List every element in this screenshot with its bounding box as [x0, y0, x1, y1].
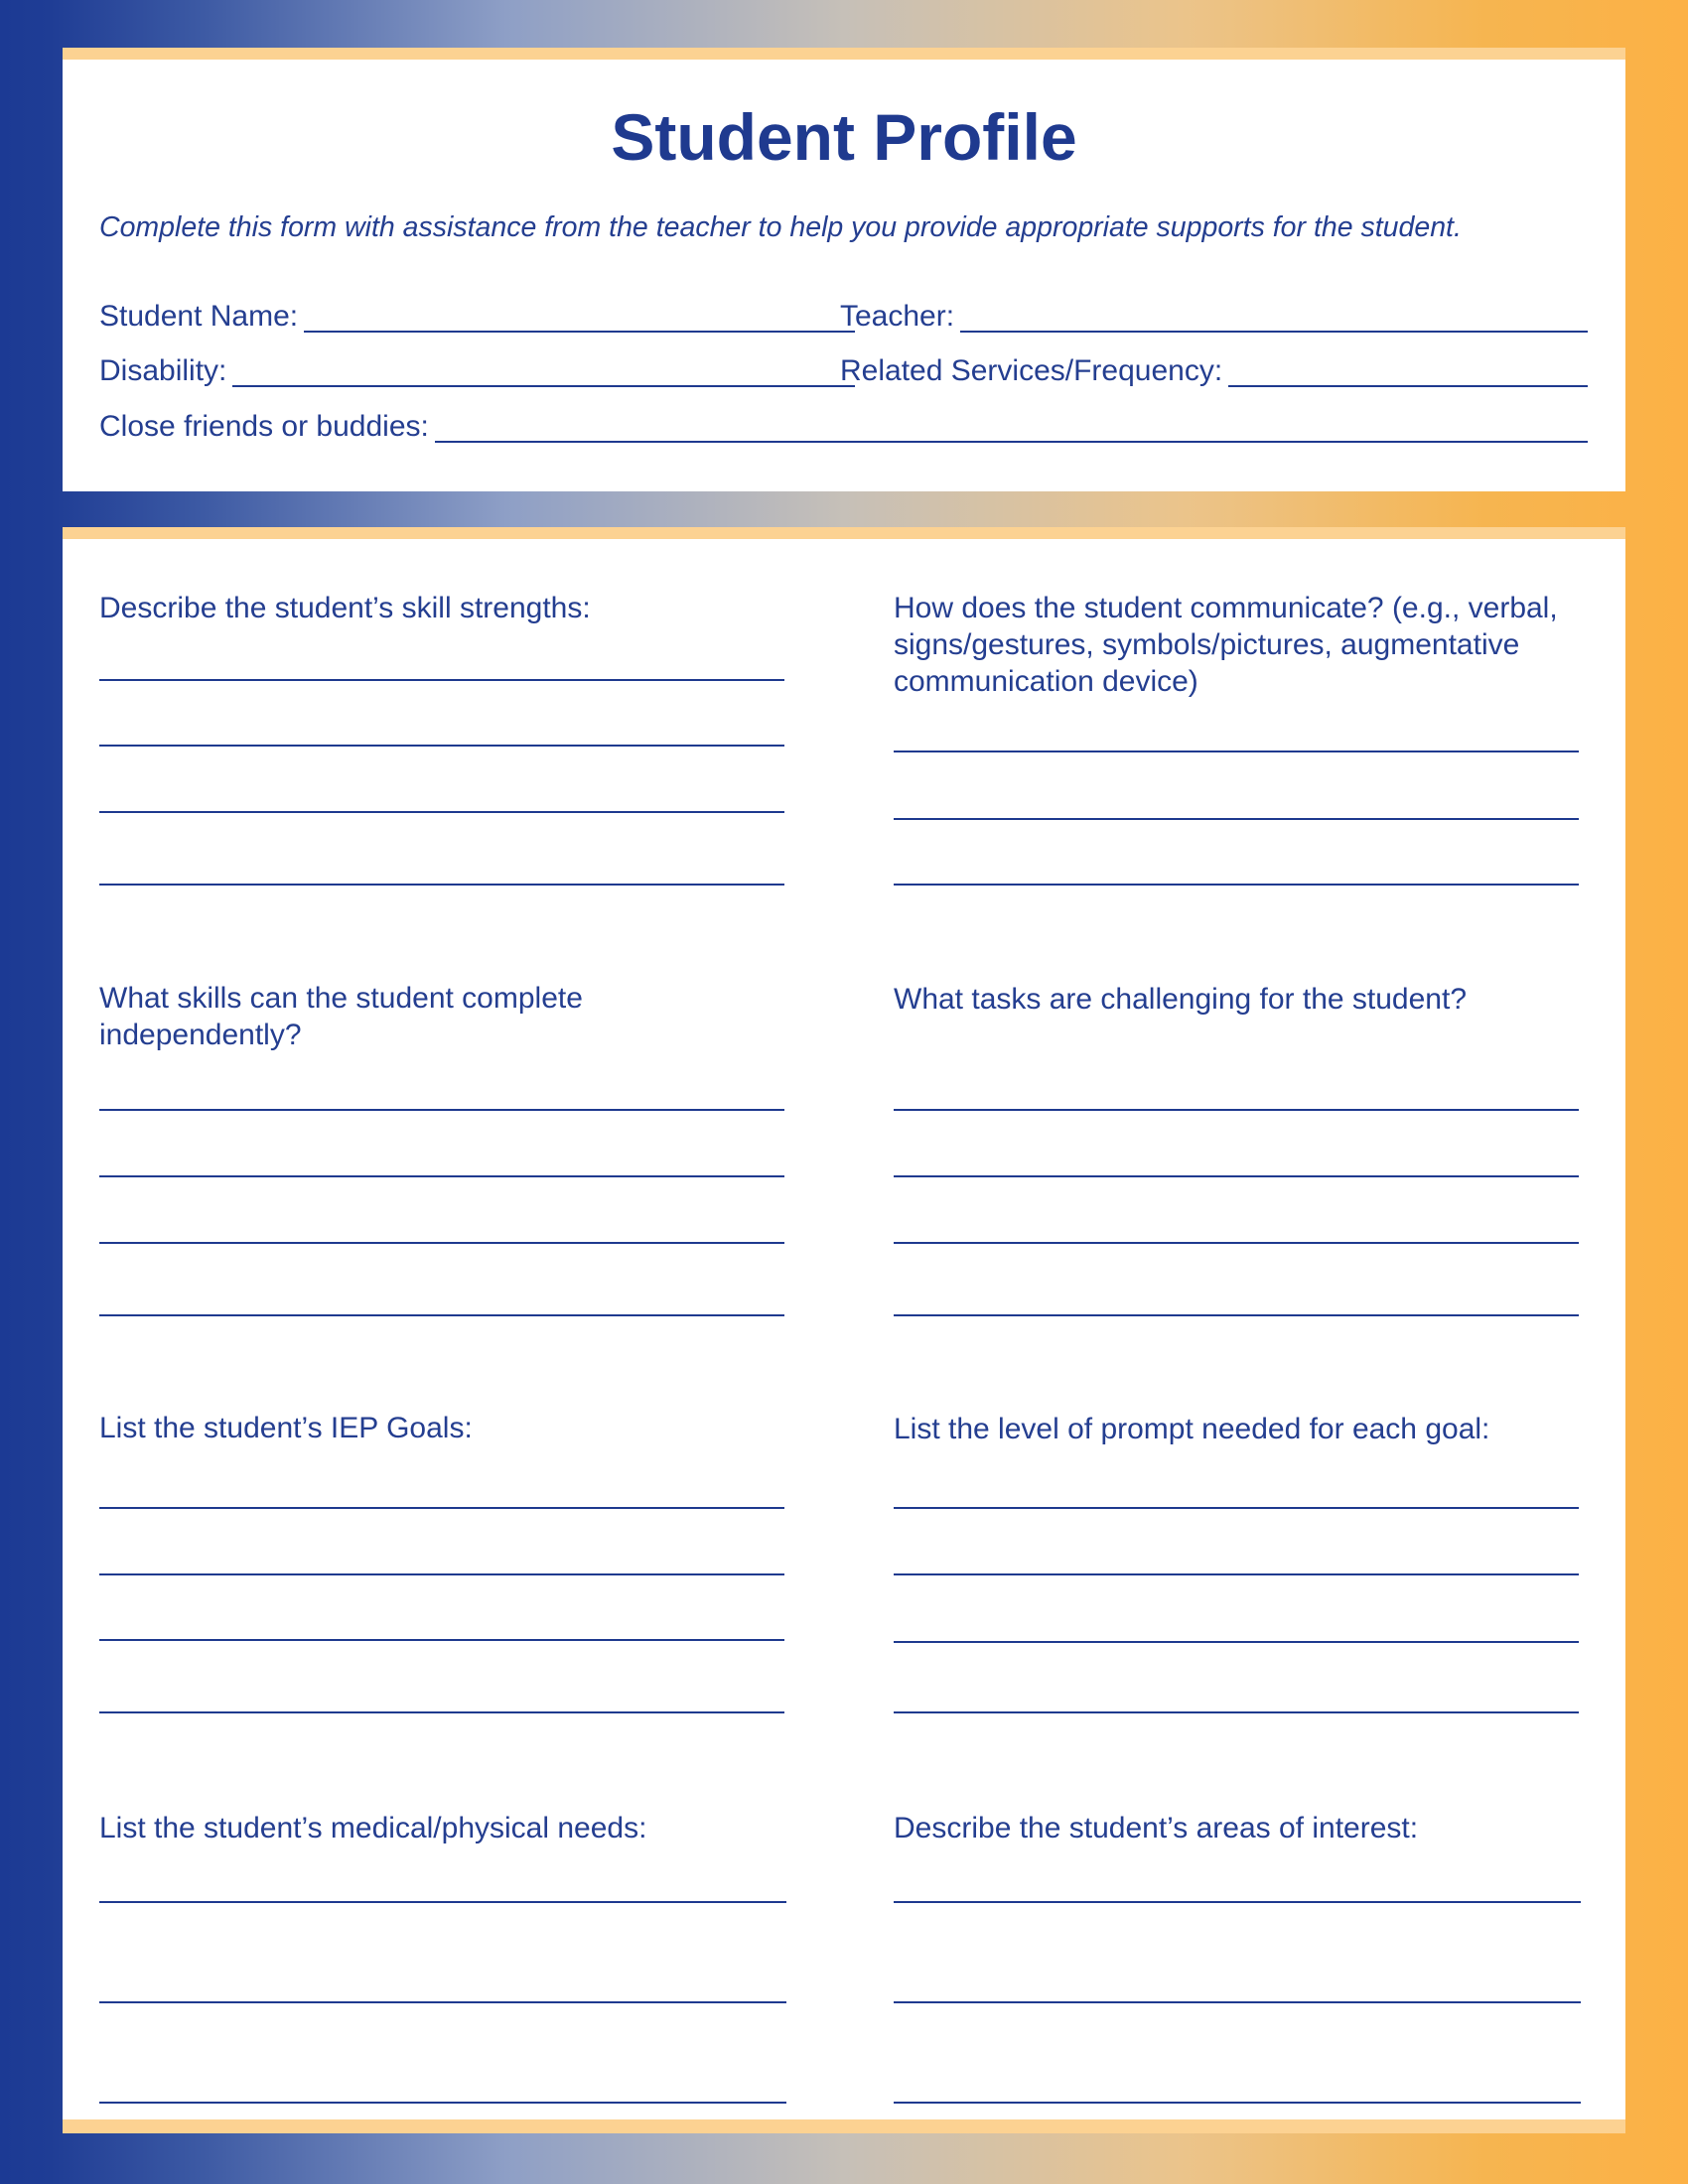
tasks-challenging-line-4[interactable]	[894, 1314, 1579, 1316]
teacher-label: Teacher:	[840, 300, 955, 333]
skill-strengths-line-4[interactable]	[99, 884, 784, 886]
questions-panel	[63, 527, 1625, 2133]
communicate-line-1[interactable]	[894, 751, 1579, 752]
areas-of-interest-line-1[interactable]	[894, 1901, 1581, 1903]
related-services-label: Related Services/Frequency:	[840, 354, 1223, 387]
iep-goals-question: List the student’s IEP Goals:	[99, 1412, 473, 1444]
prompt-level-line-3[interactable]	[894, 1641, 1579, 1643]
medical-needs-question: List the student’s medical/physical needs:	[99, 1812, 647, 1844]
prompt-level-line-4[interactable]	[894, 1711, 1579, 1713]
medical-needs-line-1[interactable]	[99, 1901, 786, 1903]
disability-field[interactable]	[99, 349, 855, 389]
medical-needs-line-2[interactable]	[99, 2001, 786, 2003]
skills-independent-line-1[interactable]	[99, 1109, 784, 1111]
skill-strengths-question: Describe the student’s skill strengths:	[99, 592, 591, 624]
skills-independent-line-4[interactable]	[99, 1314, 784, 1316]
student-name-field[interactable]	[99, 295, 855, 335]
skills-independent-line-2[interactable]	[99, 1175, 784, 1177]
skill-strengths-line-2[interactable]	[99, 745, 784, 747]
instructions-text: Complete this form with assistance from the teacher to help you provide appropriate supports for the student.	[99, 211, 1462, 243]
areas-of-interest-question: Describe the student’s areas of interest:	[894, 1812, 1419, 1844]
prompt-level-line-1[interactable]	[894, 1507, 1579, 1509]
teacher-line[interactable]	[960, 293, 1588, 333]
medical-needs-line-3[interactable]	[99, 2102, 786, 2104]
close-friends-field[interactable]	[99, 405, 1588, 445]
page-title: Student Profile	[611, 100, 1077, 174]
close-friends-line[interactable]	[435, 403, 1588, 443]
iep-goals-line-1[interactable]	[99, 1507, 784, 1509]
header-panel	[63, 48, 1625, 491]
skills-independent-question: What skills can the student complete independently?	[99, 982, 583, 1051]
communicate-question: How does the student communicate? (e.g., verbal, signs/gestures, symbols/pictures, augmentative communication device)	[894, 592, 1558, 698]
related-services-line[interactable]	[1228, 347, 1588, 387]
student-name-line[interactable]	[304, 293, 855, 333]
skill-strengths-line-1[interactable]	[99, 679, 784, 681]
close-friends-label: Close friends or buddies:	[99, 410, 429, 443]
student-name-label: Student Name:	[99, 300, 299, 333]
related-services-field[interactable]	[840, 349, 1588, 389]
tasks-challenging-line-2[interactable]	[894, 1175, 1579, 1177]
disability-label: Disability:	[99, 354, 227, 387]
areas-of-interest-line-2[interactable]	[894, 2001, 1581, 2003]
prompt-level-line-2[interactable]	[894, 1573, 1579, 1575]
disability-line[interactable]	[232, 347, 855, 387]
prompt-level-question: List the level of prompt needed for each goal:	[894, 1413, 1490, 1445]
tasks-challenging-question: What tasks are challenging for the student?	[894, 983, 1468, 1016]
iep-goals-line-2[interactable]	[99, 1573, 784, 1575]
iep-goals-line-3[interactable]	[99, 1639, 784, 1641]
iep-goals-line-4[interactable]	[99, 1711, 784, 1713]
tasks-challenging-line-1[interactable]	[894, 1109, 1579, 1111]
teacher-field[interactable]	[840, 295, 1588, 335]
communicate-line-2[interactable]	[894, 818, 1579, 820]
skills-independent-line-3[interactable]	[99, 1242, 784, 1244]
areas-of-interest-line-3[interactable]	[894, 2102, 1581, 2104]
skill-strengths-line-3[interactable]	[99, 811, 784, 813]
tasks-challenging-line-3[interactable]	[894, 1242, 1579, 1244]
communicate-line-3[interactable]	[894, 884, 1579, 886]
